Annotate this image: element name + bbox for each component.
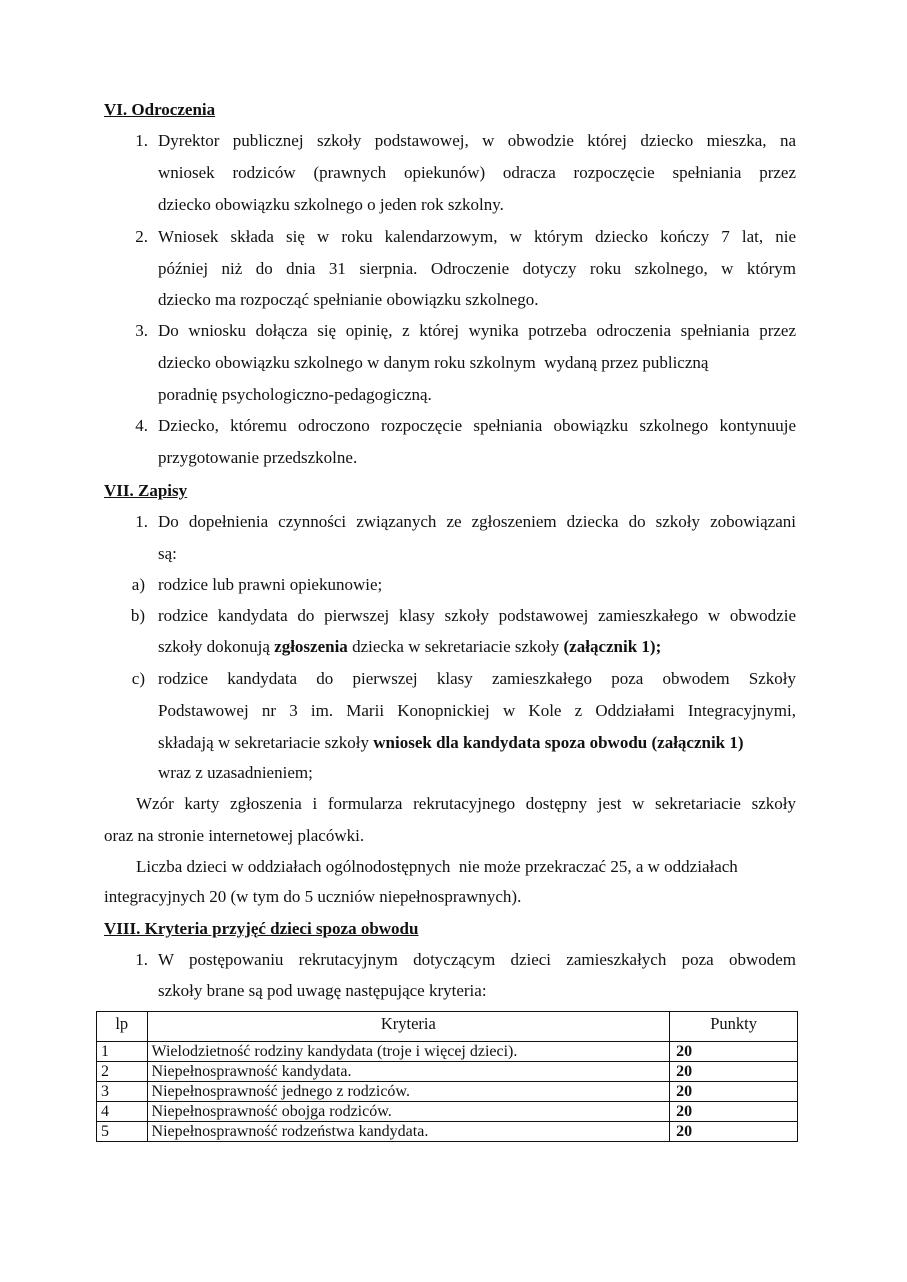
cell-lp: 2 bbox=[97, 1062, 148, 1082]
text-run: składają w sekretariacie szkoły bbox=[158, 733, 374, 752]
bold-text: (załącznik 1); bbox=[563, 637, 662, 656]
list-letter: b) bbox=[130, 606, 145, 625]
paragraph-line: Dziecko, któremu odroczono rozpoczęcie spełniania obowiązku szkolnego kontynuuje bbox=[158, 416, 796, 435]
cell-punkty: 20 bbox=[670, 1102, 798, 1122]
table-row bbox=[97, 1042, 798, 1062]
list-number: 1. bbox=[135, 512, 148, 531]
paragraph-line: wraz z uzasadnieniem; bbox=[158, 763, 313, 782]
list-number: 4. bbox=[135, 416, 148, 435]
list-number: 1. bbox=[135, 950, 148, 969]
table-row bbox=[97, 1102, 798, 1122]
table-row bbox=[97, 1062, 798, 1082]
paragraph-line: dziecko obowiązku szkolnego w danym roku szkolnym wydaną przez publiczną bbox=[158, 353, 709, 372]
paragraph-line: integracyjnych 20 (w tym do 5 uczniów niepełnosprawnych). bbox=[104, 887, 522, 906]
list-letter: a) bbox=[131, 575, 145, 594]
paragraph-line: są: bbox=[158, 544, 177, 563]
column-header-kryteria: Kryteria bbox=[147, 1012, 670, 1042]
column-header-lp: lp bbox=[97, 1012, 148, 1042]
paragraph-line: później niż do dnia 31 sierpnia. Odroczenie dotyczy roku szkolnego, w którym bbox=[158, 259, 796, 278]
bold-text: wniosek dla kandydata spoza obwodu (załącznik 1) bbox=[373, 733, 744, 752]
cell-lp: 4 bbox=[97, 1102, 148, 1122]
text-run: szkoły dokonują bbox=[158, 637, 275, 656]
table-header-row bbox=[97, 1012, 798, 1042]
table-row bbox=[97, 1082, 798, 1102]
cell-kryteria: Wielodzietność rodziny kandydata (troje i więcej dzieci). bbox=[147, 1042, 670, 1062]
bold-text: zgłoszenia bbox=[274, 637, 348, 656]
cell-punkty: 20 bbox=[670, 1122, 798, 1142]
list-letter: c) bbox=[131, 669, 145, 688]
cell-kryteria: Niepełnosprawność jednego z rodziców. bbox=[147, 1082, 670, 1102]
paragraph-line: Dyrektor publicznej szkoły podstawowej, w obwodzie której dziecko mieszka, na bbox=[158, 131, 796, 150]
paragraph-line: szkoły brane są pod uwagę następujące kryteria: bbox=[158, 981, 487, 1000]
paragraph-line: Wniosek składa się w roku kalendarzowym, w którym dziecko kończy 7 lat, nie bbox=[158, 227, 796, 246]
column-header-punkty: Punkty bbox=[670, 1012, 798, 1042]
paragraph-line: Do dopełnienia czynności związanych ze zgłoszeniem dziecka do szkoły zobowiązani bbox=[158, 512, 796, 531]
cell-kryteria: Niepełnosprawność rodzeństwa kandydata. bbox=[147, 1122, 670, 1142]
paragraph-line: Podstawowej nr 3 im. Marii Konopnickiej w Kole z Oddziałami Integracyjnymi, bbox=[158, 701, 796, 720]
paragraph-line: Liczba dzieci w oddziałach ogólnodostępnych nie może przekraczać 25, a w oddziałach bbox=[136, 857, 738, 876]
section-heading-kryteria: VIII. Kryteria przyjęć dzieci spoza obwodu bbox=[104, 919, 419, 938]
paragraph-line: przygotowanie przedszkolne. bbox=[158, 448, 358, 467]
paragraph-line: W postępowaniu rekrutacyjnym dotyczącym dzieci zamieszkałych poza obwodem bbox=[158, 950, 796, 969]
paragraph-line: dziecko obowiązku szkolnego o jeden rok szkolny. bbox=[158, 195, 504, 214]
cell-lp: 5 bbox=[97, 1122, 148, 1142]
paragraph-line: Wzór karty zgłoszenia i formularza rekrutacyjnego dostępny jest w sekretariacie szkoły bbox=[136, 794, 796, 813]
criteria-table bbox=[96, 1011, 798, 1142]
cell-lp: 1 bbox=[97, 1042, 148, 1062]
cell-kryteria: Niepełnosprawność obojga rodziców. bbox=[147, 1102, 670, 1122]
paragraph-line: oraz na stronie internetowej placówki. bbox=[104, 826, 365, 845]
paragraph-line bbox=[158, 637, 661, 657]
paragraph-line: rodzice lub prawni opiekunowie; bbox=[158, 575, 383, 594]
paragraph-line bbox=[158, 733, 744, 753]
section-heading-zapisy: VII. Zapisy bbox=[104, 481, 188, 500]
paragraph-line: wniosek rodziców (prawnych opiekunów) odracza rozpoczęcie spełniania przez bbox=[158, 163, 796, 182]
section-heading-odroczenia: VI. Odroczenia bbox=[104, 100, 216, 119]
paragraph-line: rodzice kandydata do pierwszej klasy zamieszkałego poza obwodem Szkoły bbox=[158, 669, 796, 688]
cell-punkty: 20 bbox=[670, 1082, 798, 1102]
cell-lp: 3 bbox=[97, 1082, 148, 1102]
paragraph-line: Do wniosku dołącza się opinię, z której wynika potrzeba odroczenia spełniania przez bbox=[158, 321, 796, 340]
cell-punkty: 20 bbox=[670, 1062, 798, 1082]
list-number: 1. bbox=[135, 131, 148, 150]
list-number: 3. bbox=[135, 321, 148, 340]
cell-punkty: 20 bbox=[670, 1042, 798, 1062]
paragraph-line: rodzice kandydata do pierwszej klasy szkoły podstawowej zamieszkałego w obwodzie bbox=[158, 606, 796, 625]
paragraph-line: poradnię psychologiczno-pedagogiczną. bbox=[158, 385, 432, 404]
text-run: dziecka w sekretariacie szkoły bbox=[347, 637, 564, 656]
paragraph-line: dziecko ma rozpocząć spełnianie obowiązku szkolnego. bbox=[158, 290, 539, 309]
cell-kryteria: Niepełnosprawność kandydata. bbox=[147, 1062, 670, 1082]
table-row bbox=[97, 1122, 798, 1142]
list-number: 2. bbox=[135, 227, 148, 246]
